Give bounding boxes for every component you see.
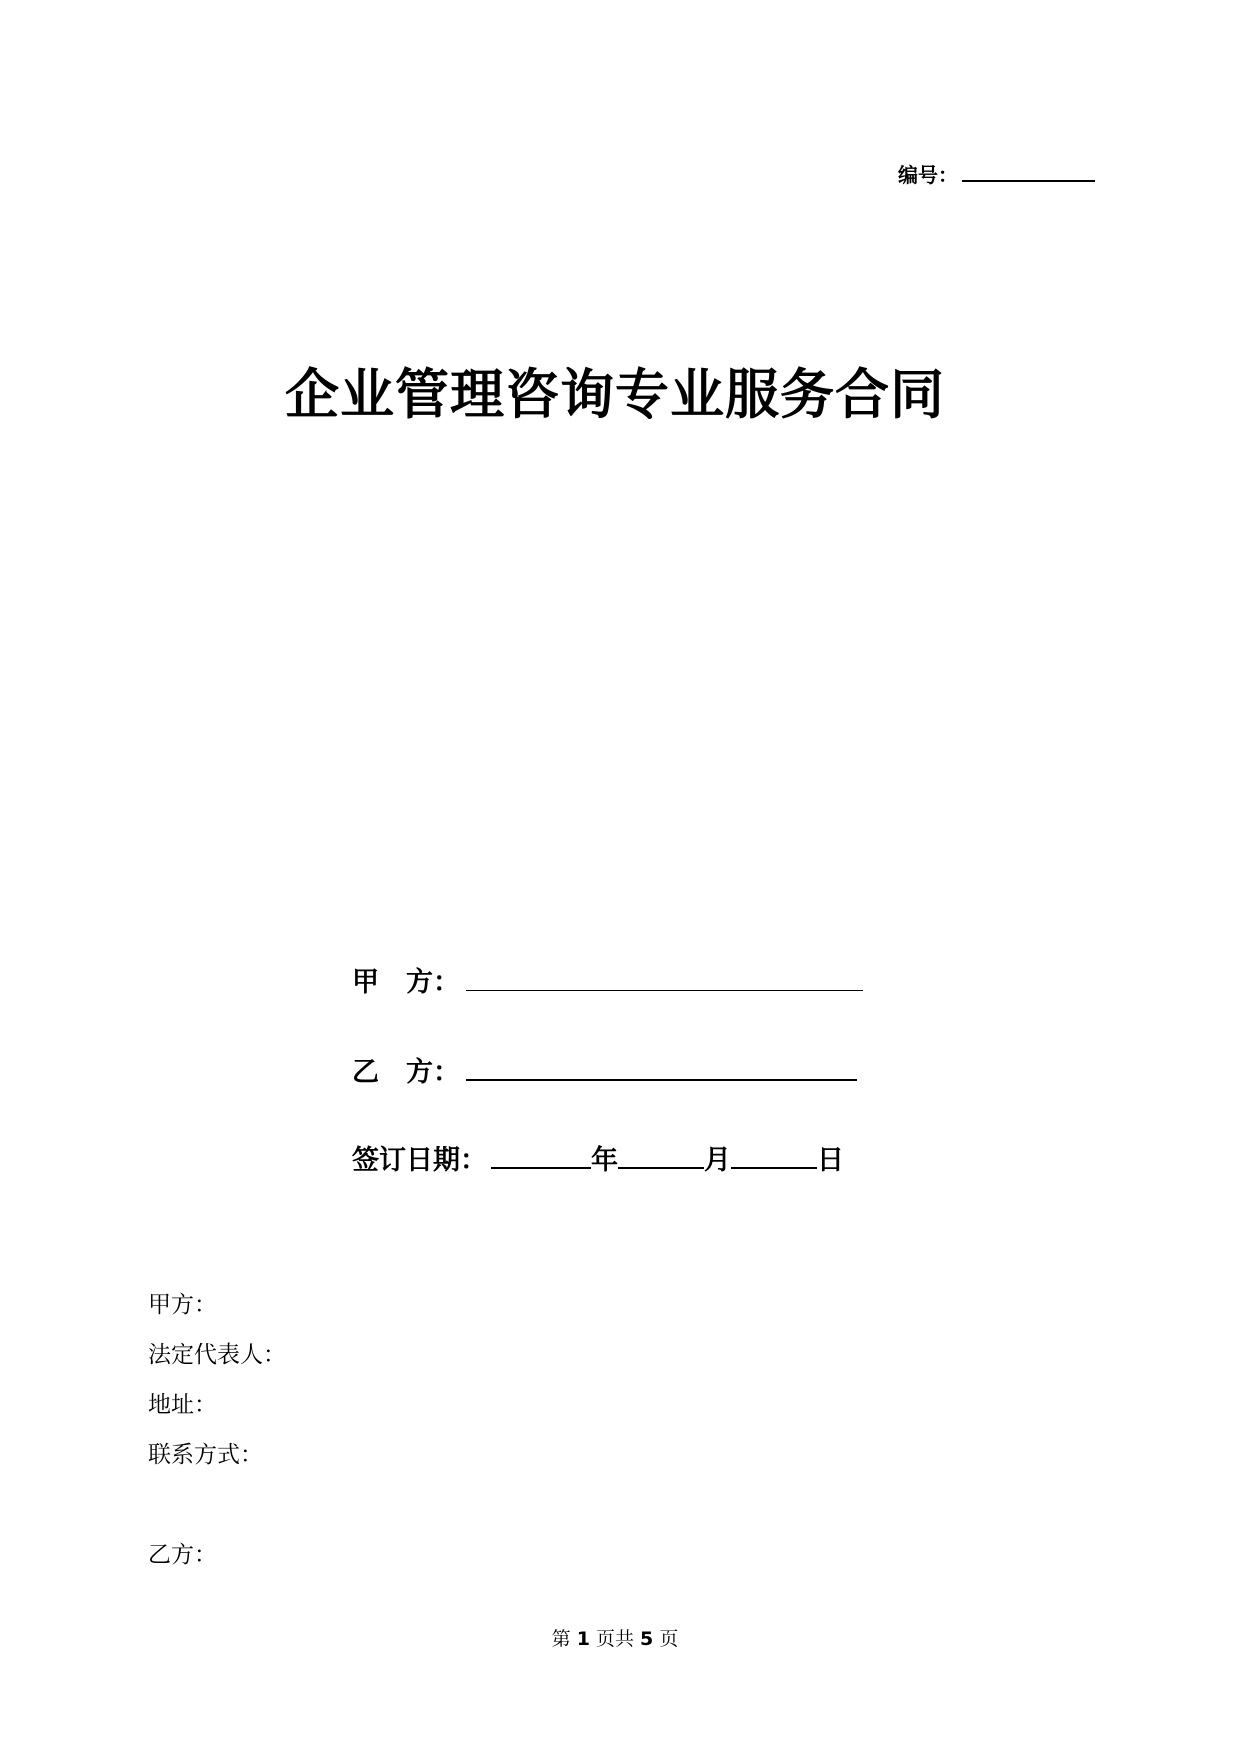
month-blank <box>618 1141 704 1169</box>
body-party-a: 甲方： <box>148 1292 217 1318</box>
party-a-blank <box>466 964 863 991</box>
footer-middle: 页共 <box>595 1628 634 1650</box>
party-a-label: 甲 方： <box>352 967 460 998</box>
year-label: 年 <box>591 1145 618 1176</box>
footer-current-page: 1 <box>576 1628 590 1650</box>
sign-date-label: 签订日期： <box>352 1145 487 1176</box>
document-title: 企业管理咨询专业服务合同 <box>285 363 945 426</box>
footer-total-pages: 5 <box>640 1628 654 1650</box>
footer-suffix: 页 <box>659 1628 679 1650</box>
year-blank <box>491 1141 591 1169</box>
contract-number <box>898 158 1095 188</box>
contract-number-label: 编号： <box>898 163 958 187</box>
footer-prefix: 第 <box>551 1628 571 1650</box>
body-party-b: 乙方： <box>148 1542 217 1568</box>
party-b-label: 乙 方： <box>352 1057 460 1088</box>
party-b-blank <box>466 1053 857 1081</box>
sign-date-line <box>352 1138 844 1177</box>
day-label: 日 <box>817 1145 844 1176</box>
party-b-line <box>352 1050 857 1089</box>
body-contact: 联系方式： <box>148 1442 263 1468</box>
body-legal-rep: 法定代表人： <box>148 1342 286 1368</box>
body-address: 地址： <box>148 1392 217 1418</box>
contract-number-blank <box>962 158 1095 182</box>
day-blank <box>731 1141 817 1169</box>
party-a-line <box>352 960 863 999</box>
page-footer <box>0 1624 1240 1651</box>
month-label: 月 <box>704 1145 731 1176</box>
